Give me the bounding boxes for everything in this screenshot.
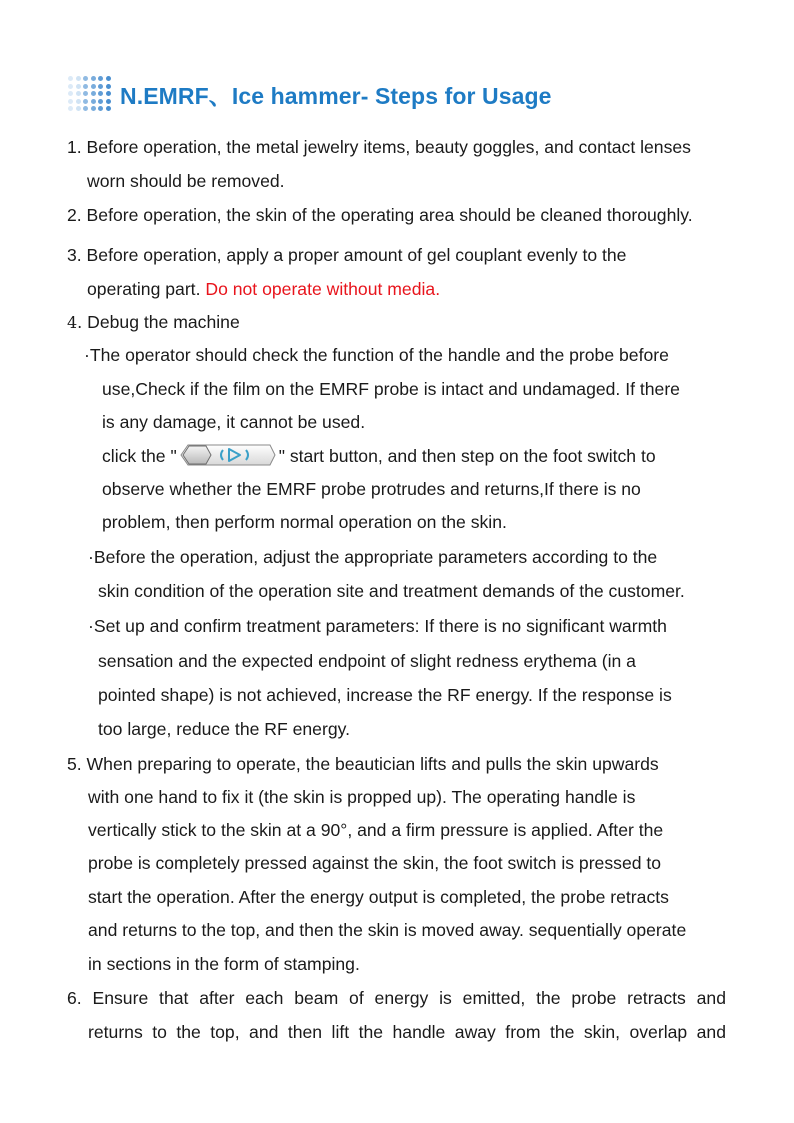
warning-text: Do not operate without media. bbox=[205, 279, 441, 299]
section-heading bbox=[66, 72, 552, 116]
dot bbox=[76, 76, 81, 81]
dot bbox=[98, 91, 103, 96]
step-5-line-6: and returns to the top, and then the skin is moved away. sequentially operate bbox=[88, 920, 687, 940]
step-3-line-1: 3. Before operation, apply a proper amount of gel couplant evenly to the bbox=[67, 245, 627, 265]
step-2-line-1: 2. Before operation, the skin of the operating area should be cleaned thoroughly. bbox=[67, 205, 693, 225]
step-4a-line-3: is any damage, it cannot be used. bbox=[102, 412, 366, 432]
dot bbox=[98, 106, 103, 111]
step-4a-line-2: use,Check if the film on the EMRF probe is intact and undamaged. If there bbox=[102, 379, 680, 399]
step-1-line-2: worn should be removed. bbox=[87, 171, 285, 191]
dot bbox=[98, 84, 103, 89]
step-4a-text-after: " start button, and then step on the foot switch to bbox=[278, 446, 656, 466]
dot bbox=[91, 91, 96, 96]
step-4a-line-6: problem, then perform normal operation on the skin. bbox=[102, 512, 507, 532]
step-1-line-1: 1. Before operation, the metal jewelry items, beauty goggles, and contact lenses bbox=[67, 137, 691, 157]
dot bbox=[106, 84, 111, 89]
step-5-line-5: start the operation. After the energy output is completed, the probe retracts bbox=[88, 887, 669, 907]
dot bbox=[106, 99, 111, 104]
step-4a-text-before: click the " bbox=[102, 446, 177, 466]
dot bbox=[76, 84, 81, 89]
step-3-text: operating part. bbox=[87, 279, 206, 299]
step-4c-line-2: sensation and the expected endpoint of slight redness erythema (in a bbox=[98, 651, 636, 671]
dot bbox=[76, 99, 81, 104]
dot bbox=[83, 84, 88, 89]
step-3-line-2 bbox=[87, 278, 440, 300]
dot bbox=[83, 106, 88, 111]
step-5-line-7: in sections in the form of stamping. bbox=[88, 954, 360, 974]
dot bbox=[91, 76, 96, 81]
step-6-line-2: returns to the top, and then lift the handle away from the skin, overlap and bbox=[88, 1022, 726, 1042]
step-4a-line-5: observe whether the EMRF probe protrudes and returns,If there is no bbox=[102, 479, 641, 499]
dot-grid-icon bbox=[66, 72, 116, 116]
start-button-icon bbox=[179, 443, 277, 467]
step-5-line-2: with one hand to fix it (the skin is propped up). The operating handle is bbox=[88, 787, 636, 807]
dot bbox=[83, 91, 88, 96]
dot bbox=[68, 106, 73, 111]
section-title: N.EMRF、Ice hammer- Steps for Usage bbox=[120, 82, 552, 109]
step-5-line-1: 5. When preparing to operate, the beautician lifts and pulls the skin upwards bbox=[67, 754, 659, 774]
dot bbox=[76, 106, 81, 111]
step-4b-line-2: skin condition of the operation site and treatment demands of the customer. bbox=[98, 581, 685, 601]
step-4b-line-1: ·Before the operation, adjust the appropriate parameters according to the bbox=[88, 547, 658, 567]
dot bbox=[91, 106, 96, 111]
dot bbox=[68, 84, 73, 89]
step-4c-line-3: pointed shape) is not achieved, increase the RF energy. If the response is bbox=[98, 685, 672, 705]
dot bbox=[106, 76, 111, 81]
dot bbox=[83, 76, 88, 81]
dot bbox=[98, 99, 103, 104]
dot bbox=[76, 91, 81, 96]
step-5-line-4: probe is completely pressed against the skin, the foot switch is pressed to bbox=[88, 853, 662, 873]
dot bbox=[91, 99, 96, 104]
step-4c-line-1: ·Set up and confirm treatment parameters: If there is no significant warmth bbox=[88, 616, 667, 636]
step-4-number: 4. bbox=[67, 313, 83, 332]
dot bbox=[83, 99, 88, 104]
step-4-line-1 bbox=[67, 311, 240, 334]
dot bbox=[68, 91, 73, 96]
step-5-line-3: vertically stick to the skin at a 90°, and a firm pressure is applied. After the bbox=[88, 820, 664, 840]
step-4c-line-4: too large, reduce the RF energy. bbox=[98, 719, 350, 739]
step-4a-line-1: ·The operator should check the function of the handle and the probe before bbox=[84, 345, 669, 365]
dot bbox=[68, 99, 73, 104]
dot bbox=[106, 106, 111, 111]
dot bbox=[106, 91, 111, 96]
dot bbox=[91, 84, 96, 89]
dot bbox=[98, 76, 103, 81]
step-4a-line-4 bbox=[102, 445, 656, 467]
dot bbox=[68, 76, 73, 81]
step-6-line-1: 6. Ensure that after each beam of energy is emitted, the probe retracts and bbox=[67, 988, 726, 1008]
step-4-title: Debug the machine bbox=[82, 312, 240, 332]
